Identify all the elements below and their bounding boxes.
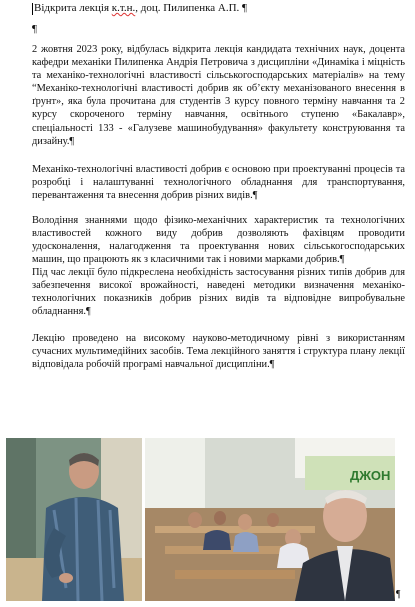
end-paragraph-mark: ¶ — [396, 589, 401, 600]
paragraph-1-text: 2 жовтня 2023 року, відбулась відкрита лекція кандидата технічних наук, доцента кафедри механіки Пилипенка Андрія Петровича з дисципліни «Динаміка і міцність та механіко-технологічні властивості сільськогосподарських матеріалів» на тему “Механіко-технологічні властивості добрив як об’єкту механізованого внесення в ґрунт», яка була прочитана для студентів 3 курсу повного терміну навчання та 2 курсу скороченого терміну навчання, освітнього ступеню «Бакалавр», спеціальності 133 - «Галузеве машинобудування» факультету конструювання та дизайну.¶ — [32, 44, 405, 147]
paragraph-4[interactable] — [32, 266, 405, 318]
lecturer-illustration — [6, 438, 142, 601]
title-part-2: , доц. Пилипенка А.П. ¶ — [135, 2, 248, 14]
photo-audience[interactable] — [145, 438, 395, 601]
paragraph-3-text: Володіння знаннями щодо фізико-механічних характеристик та технологічних властивостей кожного виду добрив дозволяють фахівцям проводити удосконалення, налагодження та проектування нових сільськогосподарських машин, що працюють як з класичними так і новими марками добрив.¶ — [32, 215, 405, 266]
document-title[interactable] — [34, 1, 247, 15]
paragraph-4-text: Під час лекції було підкреслена необхідність застосування різних типів добрив для забезпечення високої врожайності, наведені методики визначення механіко-технологічних показників добрив різних видів та відповідне випробувальне обладнання.¶ — [32, 267, 405, 318]
paragraph-1[interactable] — [32, 43, 405, 148]
audience-illustration — [145, 438, 395, 601]
paragraph-2-text: Механіко-технологічні властивості добрив є основою при проектуванні процесів та розробці і налаштуванні технологічного обладнання для транспортування, перевантаження та внесення добрив різних видів.¶ — [32, 164, 405, 202]
title-part-1: Відкрита лекція — [34, 2, 112, 14]
wall-sign-text: ДЖОН — [350, 468, 391, 483]
paragraph-3[interactable] — [32, 214, 405, 266]
paragraph-2[interactable] — [32, 163, 405, 202]
paragraph-5[interactable] — [32, 332, 405, 371]
paragraph-5-text: Лекцію проведено на високому науково-методичному рівні з використанням сучасних мультимедійних засобів. Тема лекційного заняття і структура плану лекції відповідала робочій програмі навчальної дисципліни.¶ — [32, 333, 405, 371]
title-degree-abbrev: к.т.н. — [111, 2, 136, 14]
empty-paragraph-mark: ¶ — [32, 23, 37, 35]
photo-lecturer[interactable] — [6, 438, 142, 601]
text-cursor — [32, 3, 33, 15]
